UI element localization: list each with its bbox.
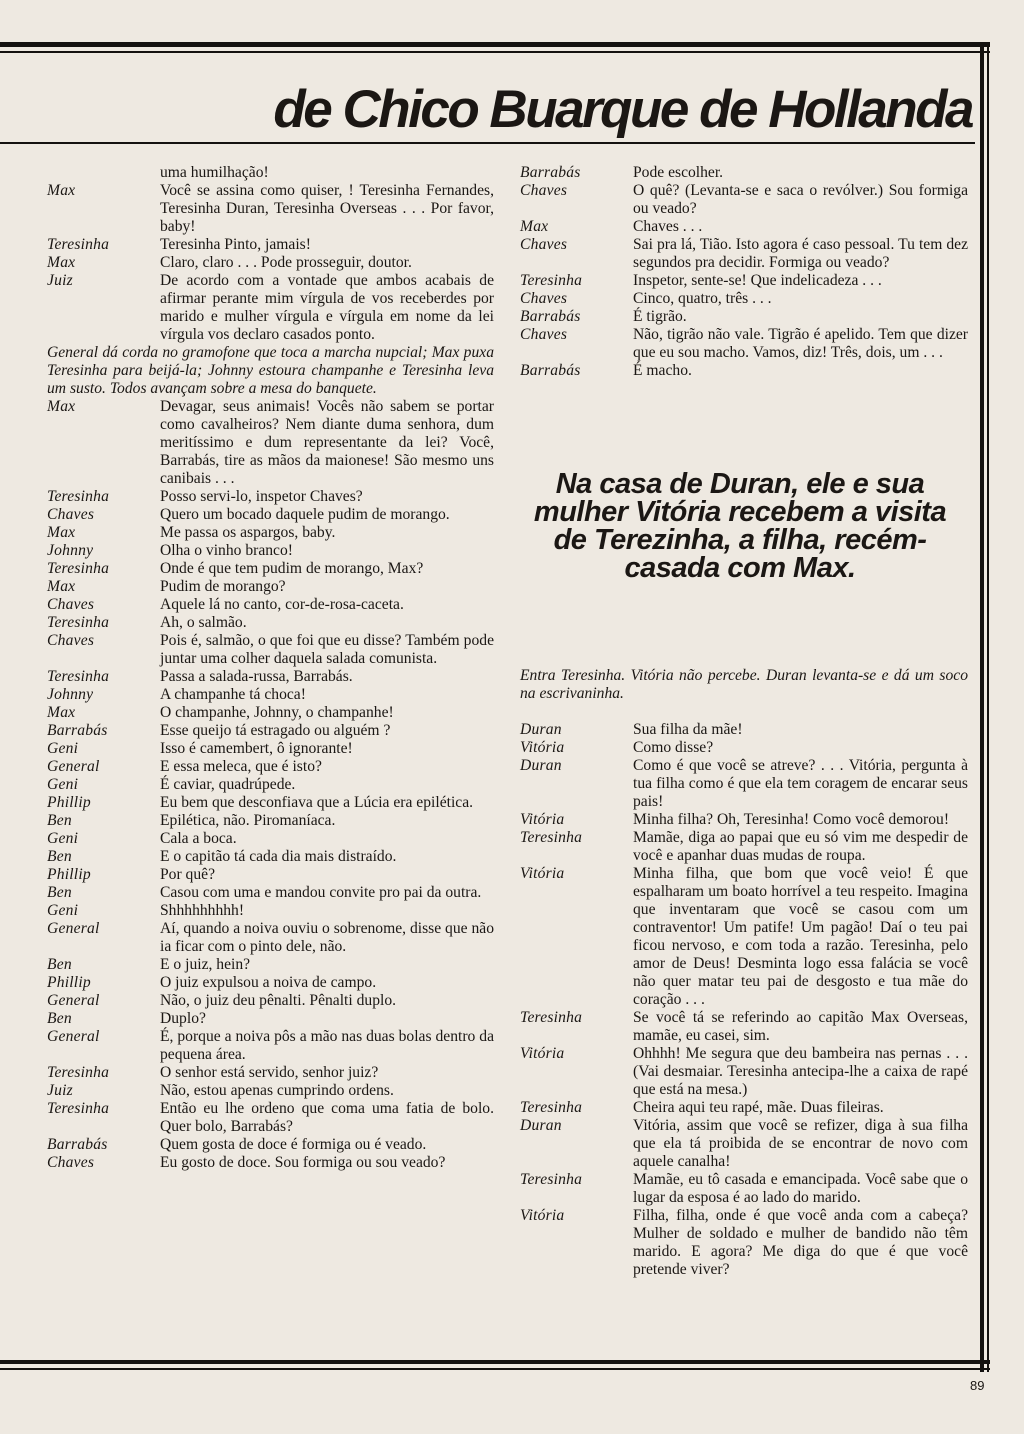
speaker-name: Max — [47, 182, 76, 199]
dialogue-text: De acordo com a vontade que ambos acabais de afirmar perante mim vírgula de vos receberdes por marido e mulher vírgula e vírgula em nome da lei vírgula vos declaro casados ponto. — [160, 272, 494, 343]
speaker-name: Barrabás — [520, 164, 581, 181]
dialogue-text: Ah, o salmão. — [160, 614, 247, 631]
dialogue-text: Eu gosto de doce. Sou formiga ou sou veado? — [160, 1154, 446, 1171]
dialogue-line — [520, 290, 968, 308]
speaker-name: Teresinha — [47, 1100, 110, 1117]
speaker-name: Chaves — [520, 236, 568, 253]
dialogue-line — [47, 794, 494, 812]
speaker-name: Geni — [47, 776, 79, 793]
speaker-name: Vitória — [520, 739, 565, 756]
dialogue-text: Vitória, assim que você se refizer, diga à sua filha que ela tá proibida de se encontrar de novo com aquele canalha! — [633, 1117, 968, 1170]
dialogue-text: Quem gosta de doce é formiga ou é veado. — [160, 1136, 427, 1153]
dialogue-line — [47, 236, 494, 254]
dialogue-line — [47, 1154, 494, 1172]
dialogue-text: O senhor está servido, senhor juiz? — [160, 1064, 379, 1081]
dialogue-line — [47, 740, 494, 758]
page-number: 89 — [970, 1378, 985, 1393]
speaker-name: Phillip — [47, 866, 91, 883]
speaker-name: Chaves — [47, 632, 95, 649]
dialogue-text: Como é que você se atreve? . . . Vitória, pergunta à tua filha como é que ela tem coragem de encarar seus pais! — [633, 757, 968, 810]
dialogue-line — [520, 811, 968, 829]
dialogue-line — [47, 1100, 494, 1136]
dialogue-text: Mamãe, diga ao papai que eu só vim me despedir de você e apanhar duas mudas de roupa. — [633, 829, 968, 864]
dialogue-line — [520, 1045, 968, 1099]
speaker-name: Teresinha — [520, 272, 583, 289]
dialogue-line — [520, 236, 968, 272]
right-dialogue-block-2 — [520, 721, 968, 1279]
frame-rule-right — [980, 42, 984, 1372]
dialogue-line — [47, 542, 494, 560]
dialogue-line — [47, 182, 494, 236]
speaker-name: Teresinha — [47, 560, 110, 577]
speaker-name: Duran — [520, 757, 562, 774]
dialogue-line — [520, 326, 968, 362]
dialogue-text: Como disse? — [633, 739, 714, 756]
dialogue-line — [47, 812, 494, 830]
speaker-name: Johnny — [47, 686, 94, 703]
dialogue-text: Casou com uma e mandou convite pro pai da outra. — [160, 884, 482, 901]
speaker-name: Teresinha — [520, 1009, 583, 1026]
dialogue-text: Olha o vinho branco! — [160, 542, 293, 559]
dialogue-line — [47, 488, 494, 506]
speaker-name: Johnny — [47, 542, 94, 559]
dialogue-text: Cheira aqui teu rapé, mãe. Duas fileiras. — [633, 1099, 884, 1116]
dialogue-line — [47, 164, 494, 182]
speaker-name: Duran — [520, 1117, 562, 1134]
speaker-name: Max — [47, 578, 76, 595]
dialogue-line — [47, 506, 494, 524]
frame-rule-right-thin — [987, 42, 989, 1372]
speaker-name: Chaves — [47, 596, 95, 613]
dialogue-text: Eu bem que desconfiava que a Lúcia era epilética. — [160, 794, 474, 811]
dialogue-line — [47, 920, 494, 956]
dialogue-text: Sai pra lá, Tião. Isto agora é caso pessoal. Tu tem dez segundos pra decidir. Formiga ou veado? — [633, 236, 968, 271]
dialogue-line — [520, 865, 968, 1009]
dialogue-text: Não, estou apenas cumprindo ordens. — [160, 1082, 394, 1099]
speaker-name: Max — [47, 254, 76, 271]
dialogue-text: Duplo? — [160, 1010, 206, 1027]
dialogue-line — [47, 560, 494, 578]
dialogue-line — [520, 272, 968, 290]
speaker-name: Teresinha — [47, 236, 110, 253]
dialogue-text: Teresinha Pinto, jamais! — [160, 236, 311, 253]
speaker-name: Ben — [47, 812, 72, 829]
right-column-lower — [520, 667, 968, 1279]
dialogue-text: Cinco, quatro, três . . . — [633, 290, 772, 307]
dialogue-line — [47, 830, 494, 848]
speaker-name: Teresinha — [520, 829, 583, 846]
dialogue-text: Cala a boca. — [160, 830, 237, 847]
dialogue-line — [520, 164, 968, 182]
speaker-name: Vitória — [520, 811, 565, 828]
dialogue-text: Pode escolher. — [633, 164, 724, 181]
dialogue-line — [47, 596, 494, 614]
left-column — [47, 164, 494, 1172]
dialogue-line — [47, 1028, 494, 1064]
dialogue-text: Sua filha da mãe! — [633, 721, 743, 738]
dialogue-text: Mamãe, eu tô casada e emancipada. Você sabe que o lugar da esposa é ao lado do marido. — [633, 1171, 968, 1206]
frame-rule-bottom-thin — [0, 1368, 990, 1370]
dialogue-line — [47, 1010, 494, 1028]
speaker-name: Vitória — [520, 1045, 565, 1062]
dialogue-text: Aí, quando a noiva ouviu o sobrenome, disse que não ia ficar com o pinto dele, não. — [160, 920, 494, 955]
dialogue-line — [520, 1009, 968, 1045]
speaker-name: Chaves — [520, 290, 568, 307]
title-underline — [0, 142, 975, 144]
dialogue-text: Aquele lá no canto, cor-de-rosa-caceta. — [160, 596, 404, 613]
dialogue-line — [520, 757, 968, 811]
dialogue-text: Me passa os aspargos, baby. — [160, 524, 336, 541]
dialogue-text: Posso servi-lo, inspetor Chaves? — [160, 488, 363, 505]
speaker-name: Geni — [47, 830, 79, 847]
dialogue-line — [47, 704, 494, 722]
dialogue-text: Filha, filha, onde é que você anda com a cabeça? Mulher de soldado e mulher de bandido não têm marido. E agora? Me diga do que é que você pretende viver? — [633, 1207, 968, 1278]
frame-rule-top — [0, 42, 990, 47]
dialogue-text: E essa meleca, que é isto? — [160, 758, 322, 775]
speaker-name: Teresinha — [520, 1171, 583, 1188]
dialogue-line — [520, 829, 968, 865]
dialogue-text: Ohhhh! Me segura que deu bambeira nas pernas . . . (Vai desmaiar. Teresinha antecipa-lhe a caixa de rapé que está na mesa.) — [633, 1045, 968, 1098]
speaker-name: Barrabás — [47, 1136, 108, 1153]
speaker-name: Duran — [520, 721, 562, 738]
dialogue-line — [47, 686, 494, 704]
dialogue-text: Por quê? — [160, 866, 215, 883]
speaker-name: Max — [47, 704, 76, 721]
dialogue-line — [47, 272, 494, 344]
dialogue-text: Esse queijo tá estragado ou alguém ? — [160, 722, 391, 739]
dialogue-line — [47, 398, 494, 488]
dialogue-line — [47, 1082, 494, 1100]
dialogue-text: Você se assina como quiser, ! Teresinha Fernandes, Teresinha Duran, Teresinha Overseas . . . Por favor, baby! — [160, 182, 494, 235]
dialogue-line — [520, 739, 968, 757]
speaker-name: Barrabás — [520, 362, 581, 379]
speaker-name: Chaves — [47, 506, 95, 523]
dialogue-text: Shhhhhhhhh! — [160, 902, 245, 919]
speaker-name: Ben — [47, 848, 72, 865]
dialogue-text: A champanhe tá choca! — [160, 686, 306, 703]
dialogue-line — [47, 902, 494, 920]
speaker-name: Teresinha — [47, 668, 110, 685]
dialogue-text: Quero um bocado daquele pudim de morango. — [160, 506, 450, 523]
dialogue-text: O champanhe, Johnny, o champanhe! — [160, 704, 394, 721]
speaker-name: General — [47, 758, 100, 775]
dialogue-line — [47, 254, 494, 272]
dialogue-line — [47, 884, 494, 902]
dialogue-line — [47, 992, 494, 1010]
speaker-name: Ben — [47, 1010, 72, 1027]
dialogue-line — [47, 668, 494, 686]
dialogue-line — [520, 1207, 968, 1279]
dialogue-text: Pois é, salmão, o que foi que eu disse? Também pode juntar uma colher daquela salada comunista. — [160, 632, 494, 667]
dialogue-line — [47, 848, 494, 866]
speaker-name: Max — [47, 524, 76, 541]
speaker-name: Teresinha — [47, 614, 110, 631]
dialogue-line — [47, 524, 494, 542]
speaker-name: Teresinha — [47, 1064, 110, 1081]
dialogue-text: Não, o juiz deu pênalti. Pênalti duplo. — [160, 992, 397, 1009]
dialogue-text: Passa a salada-russa, Barrabás. — [160, 668, 353, 685]
right-dialogue-block-1 — [520, 164, 968, 380]
stage-direction: General dá corda no gramofone que toca a marcha nupcial; Max puxa Teresinha para beijá-la; Johnny estoura champanhe e Teresinha leva um susto. Todos avançam sobre a mesa do banquete. — [47, 344, 494, 397]
dialogue-text: Inspetor, sente-se! Que indelicadeza . . . — [633, 272, 882, 289]
speaker-name: Chaves — [520, 182, 568, 199]
dialogue-line — [520, 308, 968, 326]
speaker-name: General — [47, 1028, 100, 1045]
dialogue-line — [47, 1136, 494, 1154]
stage-direction: Entra Teresinha. Vitória não percebe. Duran levanta-se e dá um soco na escrivaninha. — [520, 667, 968, 702]
speaker-name: Barrabás — [47, 722, 108, 739]
dialogue-text: É caviar, quadrúpede. — [160, 776, 296, 793]
speaker-name: Geni — [47, 740, 79, 757]
speaker-name: Vitória — [520, 1207, 565, 1224]
dialogue-text: Então eu lhe ordeno que coma uma fatia de bolo. Quer bolo, Barrabás? — [160, 1100, 494, 1135]
dialogue-text: É, porque a noiva pôs a mão nas duas bolas dentro da pequena área. — [160, 1028, 494, 1063]
dialogue-text: E o capitão tá cada dia mais distraído. — [160, 848, 397, 865]
right-column — [520, 164, 968, 380]
dialogue-text: O juiz expulsou a noiva de campo. — [160, 974, 377, 991]
dialogue-text: Minha filha, que bom que você veio! É que espalharam um boato horrível a teu respeito. Imagina que inventaram que você se casou com um contraventor! Um patife! Um pagão! Daí o teu pai ficou nervoso, e com toda a razão. Teresinha, pelo amor de Deus! Desminta logo essa falácia se você não quer matar teu pai de desgosto e tua mãe do coração . . . — [633, 865, 968, 1008]
frame-rule-bottom — [0, 1360, 990, 1364]
dialogue-line — [520, 1171, 968, 1207]
dialogue-text: Pudim de morango? — [160, 578, 286, 595]
dialogue-text: Onde é que tem pudim de morango, Max? — [160, 560, 424, 577]
dialogue-text: Minha filha? Oh, Teresinha! Como você demorou! — [633, 811, 950, 828]
speaker-name: Geni — [47, 902, 79, 919]
speaker-name: Teresinha — [520, 1099, 583, 1116]
dialogue-line — [520, 182, 968, 218]
speaker-name: Phillip — [47, 974, 91, 991]
speaker-name: Ben — [47, 884, 72, 901]
dialogue-text: Claro, claro . . . Pode prosseguir, doutor. — [160, 254, 412, 271]
page-title: de Chico Buarque de Hollanda — [273, 80, 972, 139]
dialogue-line — [47, 776, 494, 794]
dialogue-line — [520, 1117, 968, 1171]
frame-rule-top-thin — [0, 51, 990, 53]
dialogue-text: Chaves . . . — [633, 218, 703, 235]
speaker-name: General — [47, 992, 100, 1009]
speaker-name: Max — [520, 218, 549, 235]
dialogue-line — [47, 632, 494, 668]
dialogue-line — [47, 614, 494, 632]
dialogue-text: É macho. — [633, 362, 692, 379]
dialogue-line — [47, 866, 494, 884]
dialogue-line — [520, 218, 968, 236]
dialogue-text: Não, tigrão não vale. Tigrão é apelido. Tem que dizer que eu sou macho. Vamos, diz! Três, dois, um . . . — [633, 326, 968, 361]
speaker-name: Juiz — [47, 1082, 73, 1099]
dialogue-text: É tigrão. — [633, 308, 687, 325]
speaker-name: Phillip — [47, 794, 91, 811]
dialogue-line — [520, 721, 968, 739]
dialogue-text: Se você tá se referindo ao capitão Max Overseas, mamãe, eu casei, sim. — [633, 1009, 968, 1044]
dialogue-text: E o juiz, hein? — [160, 956, 251, 973]
speaker-name: Juiz — [47, 272, 73, 289]
dialogue-text: uma humilhação! — [160, 164, 269, 181]
dialogue-line — [47, 1064, 494, 1082]
dialogue-line — [47, 578, 494, 596]
scene-callout: Na casa de Duran, ele e sua mulher Vitória recebem a visita de Terezinha, a filha, recém-casada com Max. — [533, 468, 947, 584]
dialogue-text: Isso é camembert, ô ignorante! — [160, 740, 353, 757]
speaker-name: Barrabás — [520, 308, 581, 325]
dialogue-line — [47, 722, 494, 740]
dialogue-line — [520, 1099, 968, 1117]
left-dialogue-block-2 — [47, 398, 494, 1172]
dialogue-line — [47, 956, 494, 974]
speaker-name: Vitória — [520, 865, 565, 882]
speaker-name: Chaves — [520, 326, 568, 343]
dialogue-text: Epilética, não. Piromaníaca. — [160, 812, 336, 829]
speaker-name: Chaves — [47, 1154, 95, 1171]
speaker-name: Max — [47, 398, 76, 415]
dialogue-line — [47, 758, 494, 776]
left-dialogue-block-1 — [47, 164, 494, 344]
speaker-name: Teresinha — [47, 488, 110, 505]
speaker-name: General — [47, 920, 100, 937]
dialogue-line — [47, 974, 494, 992]
dialogue-text: O quê? (Levanta-se e saca o revólver.) Sou formiga ou veado? — [633, 182, 968, 217]
dialogue-text: Devagar, seus animais! Vocês não sabem se portar como cavalheiros? Nem diante duma senhora, dum meritíssimo e dum representante da lei? Você, Barrabás, tire as mãos da maionese! São mesmo uns canibais . . . — [160, 398, 494, 487]
speaker-name: Ben — [47, 956, 72, 973]
dialogue-line — [520, 362, 968, 380]
